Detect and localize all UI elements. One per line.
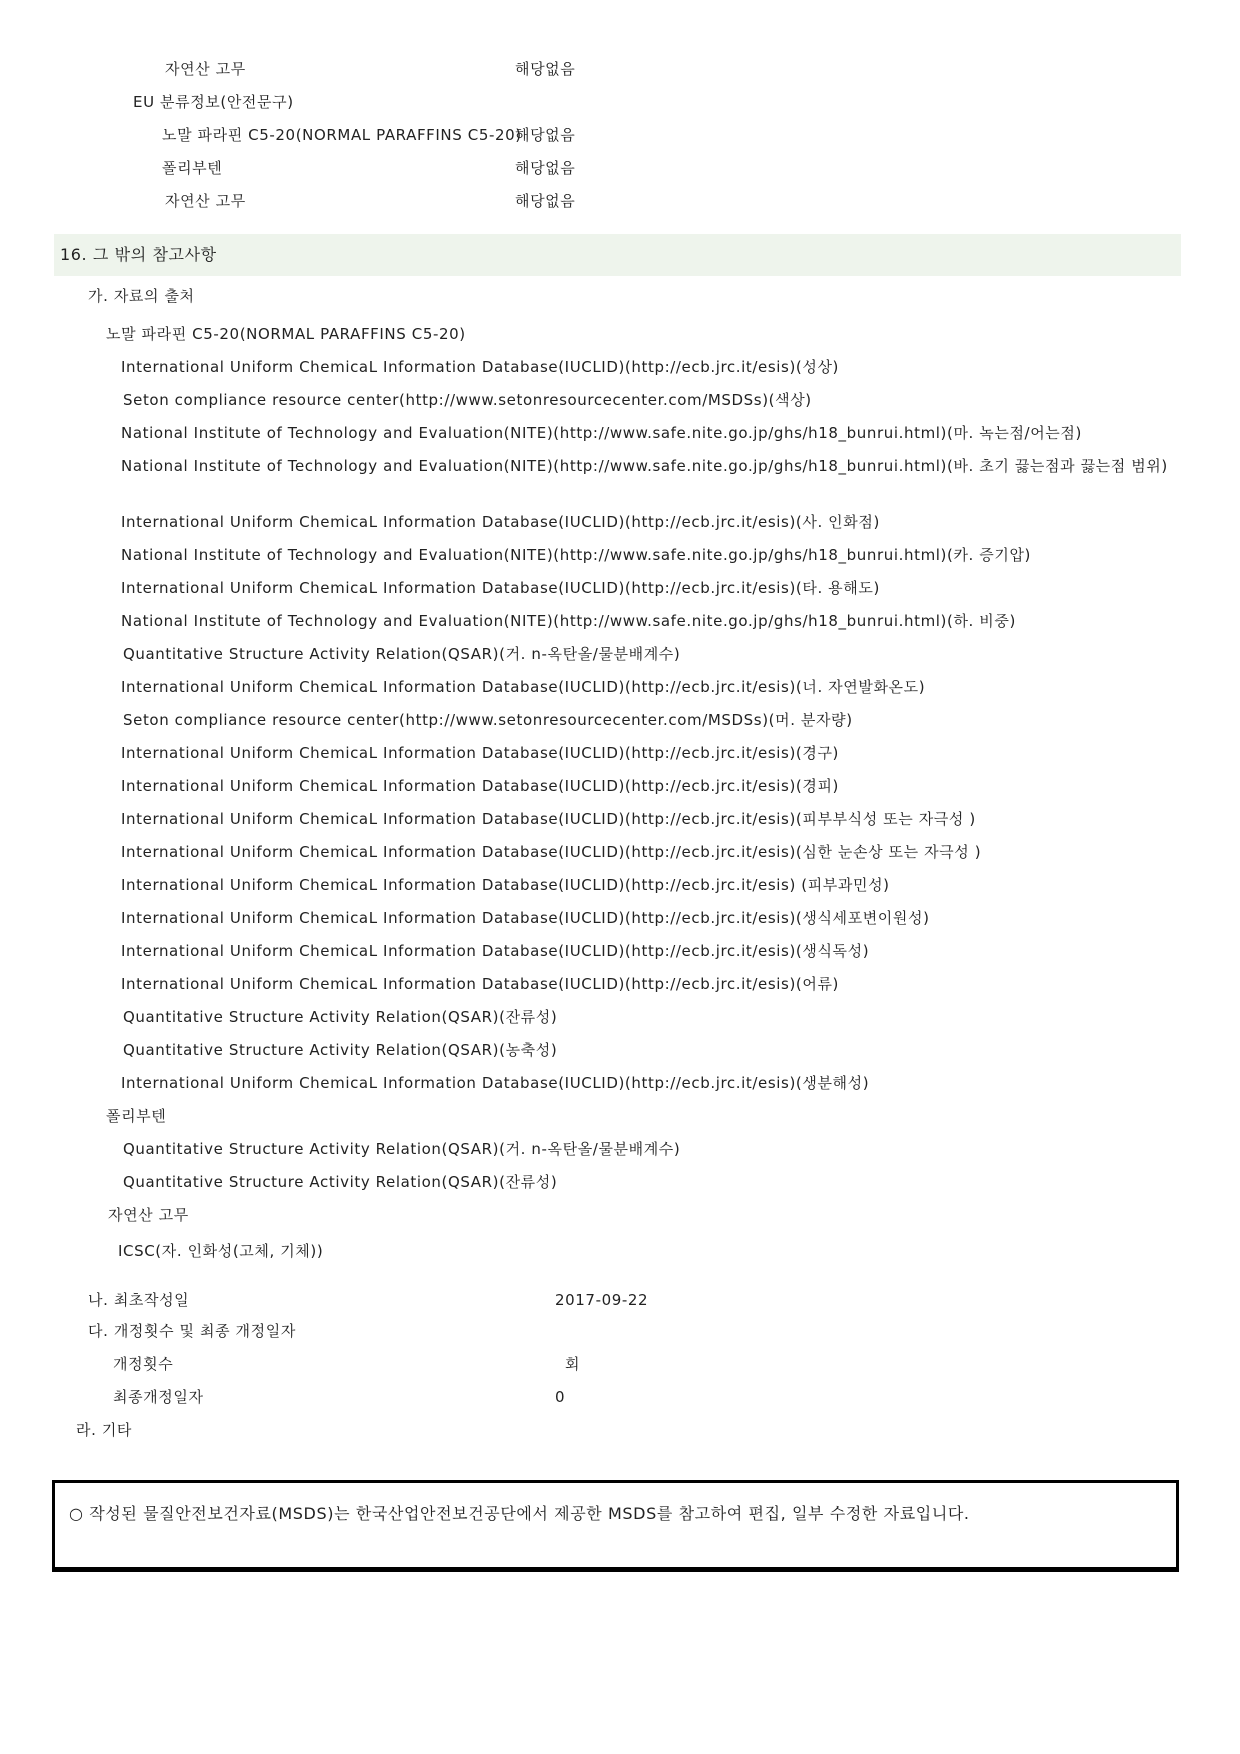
item-value: 해당없음 [515,159,576,177]
reference-line: International Uniform ChemicaL Information Database(IUCLID)(http://ecb.jrc.it/esis)(심한 눈손상 또는 자극성 ) [121,843,982,861]
revision-count-value: 회 [565,1355,581,1373]
reference-line: International Uniform ChemicaL Information Database(IUCLID)(http://ecb.jrc.it/esis)(사. 인화점) [121,513,880,531]
first-written-date-label: 나. 최초작성일 [88,1291,190,1309]
section-title: 16. 그 밖의 참고사항 [60,245,217,264]
eu-classification-header: EU 분류정보(안전문구) [133,93,294,111]
reference-line: Quantitative Structure Activity Relation(QSAR)(거. n-옥탄올/물분배계수) [123,645,681,663]
reference-line: Quantitative Structure Activity Relation(QSAR)(잔류성) [123,1173,558,1191]
reference-line: ICSC(자. 인화성(고체, 기체)) [118,1242,324,1260]
item-value: 해당없음 [515,126,576,144]
reference-line: National Institute of Technology and Evaluation(NITE)(http://www.safe.nite.go.jp/ghs/h18_bunrui.html)(마. 녹는점/어는점) [121,424,1082,442]
reference-line: International Uniform ChemicaL Information Database(IUCLID)(http://ecb.jrc.it/esis)(생식세포변이원성) [121,909,930,927]
last-revision-label: 최종개정일자 [113,1388,204,1406]
notice-box [52,1480,1179,1572]
revision-heading: 다. 개정횟수 및 최종 개정일자 [88,1322,296,1340]
other-heading: 라. 기타 [76,1421,133,1439]
item-name: 자연산 고무 [165,192,246,210]
reference-line: International Uniform ChemicaL Information Database(IUCLID)(http://ecb.jrc.it/esis) (피부과민성) [121,876,890,894]
item-name: 노말 파라핀 C5-20(NORMAL PARAFFINS C5-20) [162,126,522,144]
substance-name: 폴리부텐 [106,1107,167,1125]
reference-line: National Institute of Technology and Evaluation(NITE)(http://www.safe.nite.go.jp/ghs/h18_bunrui.html)(바. 초기 끓는점과 끓는점 범위) [121,457,1168,475]
reference-line: Quantitative Structure Activity Relation(QSAR)(농축성) [123,1041,558,1059]
reference-line: Seton compliance resource center(http://www.setonresourcecenter.com/MSDSs)(머. 분자량) [123,711,853,729]
reference-line: International Uniform ChemicaL Information Database(IUCLID)(http://ecb.jrc.it/esis)(성상) [121,358,839,376]
item-name: 자연산 고무 [165,60,246,78]
reference-line: International Uniform ChemicaL Information Database(IUCLID)(http://ecb.jrc.it/esis)(경피) [121,777,839,795]
substance-name: 자연산 고무 [108,1206,189,1224]
reference-line: International Uniform ChemicaL Information Database(IUCLID)(http://ecb.jrc.it/esis)(어류) [121,975,839,993]
reference-line: International Uniform ChemicaL Information Database(IUCLID)(http://ecb.jrc.it/esis)(생분해성) [121,1074,870,1092]
reference-line: Quantitative Structure Activity Relation(QSAR)(거. n-옥탄올/물분배계수) [123,1140,681,1158]
subsection-ga: 가. 자료의 출처 [88,287,195,305]
substance-name: 노말 파라핀 C5-20(NORMAL PARAFFINS C5-20) [106,325,466,343]
first-written-date-value: 2017-09-22 [555,1291,649,1309]
notice-text: ○ 작성된 물질안전보건자료(MSDS)는 한국산업안전보건공단에서 제공한 MSDS를 참고하여 편집, 일부 수정한 자료입니다. [69,1504,970,1523]
revision-count-label: 개정횟수 [113,1355,174,1373]
reference-line: National Institute of Technology and Evaluation(NITE)(http://www.safe.nite.go.jp/ghs/h18_bunrui.html)(하. 비중) [121,612,1016,630]
reference-line: International Uniform ChemicaL Information Database(IUCLID)(http://ecb.jrc.it/esis)(타. 용해도) [121,579,880,597]
reference-line: International Uniform ChemicaL Information Database(IUCLID)(http://ecb.jrc.it/esis)(경구) [121,744,839,762]
item-value: 해당없음 [515,192,576,210]
item-name: 폴리부텐 [162,159,223,177]
reference-line: International Uniform ChemicaL Information Database(IUCLID)(http://ecb.jrc.it/esis)(피부부식성 또는 자극성 ) [121,810,976,828]
reference-line: International Uniform ChemicaL Information Database(IUCLID)(http://ecb.jrc.it/esis)(생식독성) [121,942,870,960]
reference-line: International Uniform ChemicaL Information Database(IUCLID)(http://ecb.jrc.it/esis)(너. 자연발화온도) [121,678,926,696]
reference-line: National Institute of Technology and Evaluation(NITE)(http://www.safe.nite.go.jp/ghs/h18_bunrui.html)(카. 증기압) [121,546,1032,564]
item-value: 해당없음 [515,60,576,78]
reference-line: Quantitative Structure Activity Relation(QSAR)(잔류성) [123,1008,558,1026]
last-revision-value: 0 [555,1388,566,1406]
section-header-bar [54,234,1181,276]
reference-line: Seton compliance resource center(http://www.setonresourcecenter.com/MSDSs)(색상) [123,391,812,409]
